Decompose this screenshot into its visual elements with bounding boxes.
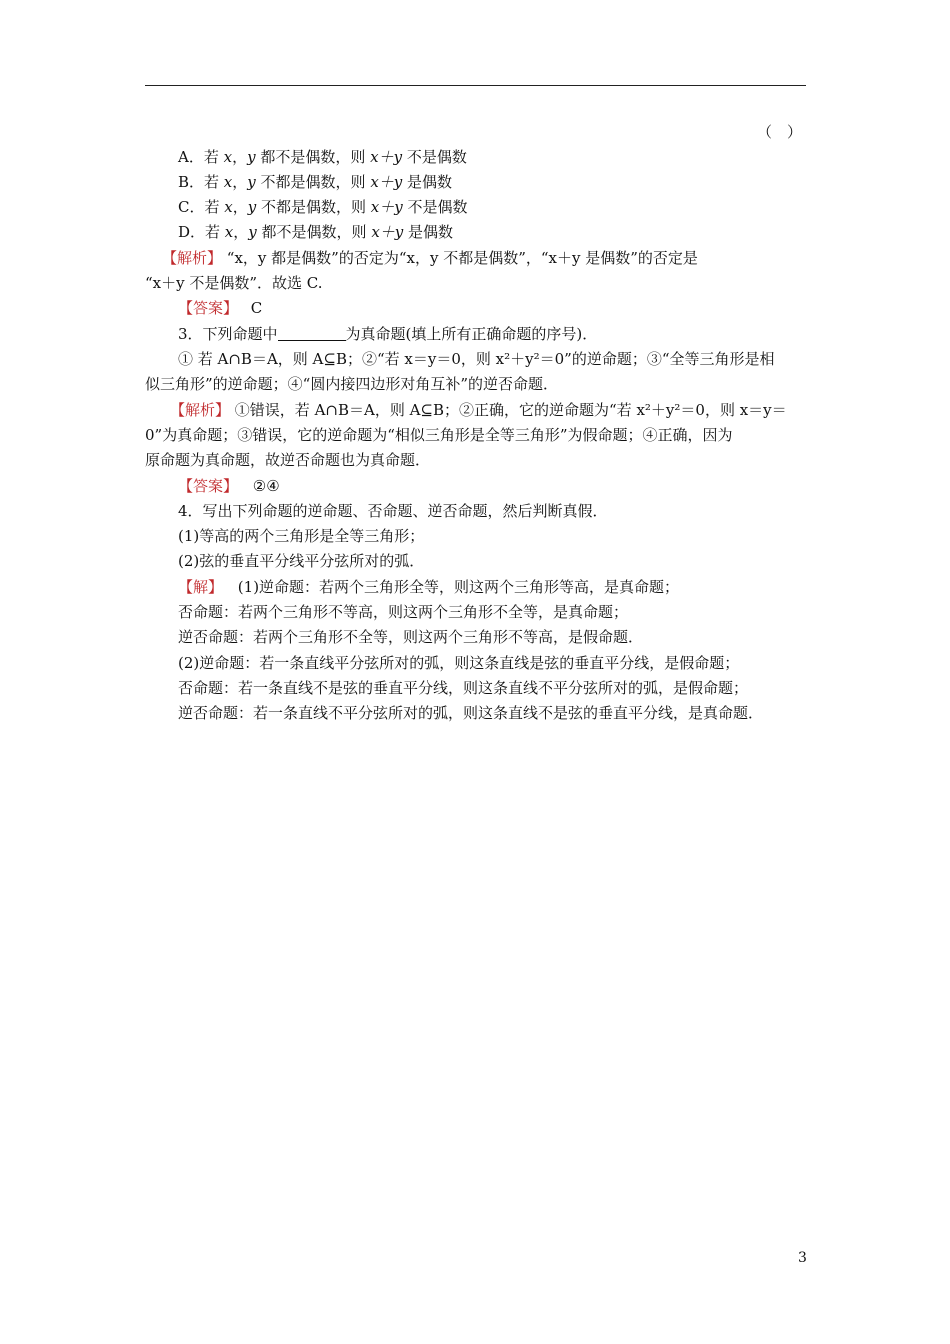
q4-solution-line1: 【解】 (1)逆命题：若两个三角形全等，则这两个三角形等高，是真命题； (178, 578, 680, 596)
q2-analysis-line2: “x＋y 不是偶数”．故选 C. (145, 274, 323, 292)
analysis-tag: 【解析】 (170, 401, 231, 419)
q3-analysis-line3: 原命题为真命题，故逆否命题也为真命题． (145, 451, 431, 469)
option-a: A．若 x，y 都不是偶数，则 x＋y 不是偶数 (178, 148, 467, 166)
q2-answer: 【答案】 C (178, 299, 263, 317)
q4-solution-line4: (2)逆命题：若一条直线平分弦所对的弧，则这条直线是弦的垂直平分线，是假命题； (178, 654, 740, 672)
fill-blank (278, 326, 346, 341)
q3-stem: 3．下列命题中 为真命题(填上所有正确命题的序号)． (178, 325, 598, 343)
page-number: 3 (798, 1250, 807, 1266)
answer-parentheses: （ ） (757, 123, 803, 141)
q4-solution-line6: 逆否命题：若一条直线不平分弦所对的弧，则这条直线不是弦的垂直平分线，是真命题． (178, 704, 764, 722)
answer-tag: 【答案】 (178, 299, 239, 317)
q3-answer: 【答案】 ②④ (178, 477, 280, 495)
q4-solution-line3: 逆否命题：若两个三角形不全等，则这两个三角形不等高，是假命题． (178, 628, 644, 646)
option-d: D．若 x，y 都不是偶数，则 x＋y 是偶数 (178, 223, 454, 241)
q3-analysis-line2: 0”为真命题；③错误，它的逆命题为“相似三角形是全等三角形”为假命题；④正确，因为 (145, 426, 733, 444)
q4-item2: (2)弦的垂直平分线平分弦所对的弧． (178, 552, 425, 570)
option-b: B．若 x，y 不都是偶数，则 x＋y 是偶数 (178, 173, 453, 191)
analysis-tag: 【解析】 (162, 249, 223, 267)
answer-tag: 【答案】 (178, 477, 239, 495)
q3-statements-line1: ① 若 A∩B＝A，则 A⊆B；②“若 x＝y＝0，则 x²＋y²＝0”的逆命题；③“全等三角形是相 (178, 350, 775, 368)
q2-analysis-line1: 【解析】 “x，y 都是偶数”的否定为“x，y 不都是偶数”，“x＋y 是偶数”的否定是 (162, 249, 698, 267)
q4-stem: 4．写出下列命题的逆命题、否命题、逆否命题，然后判断真假． (178, 502, 608, 520)
q4-item1: (1)等高的两个三角形是全等三角形； (178, 527, 425, 545)
header-rule (145, 85, 806, 86)
q4-solution-line2: 否命题：若两个三角形不等高，则这两个三角形不全等，是真命题； (178, 603, 629, 621)
q4-solution-line5: 否命题：若一条直线不是弦的垂直平分线，则这条直线不平分弦所对的弧，是假命题； (178, 679, 749, 697)
q3-statements-line2: 似三角形”的逆命题；④“圆内接四边形对角互补”的逆否命题． (145, 375, 559, 393)
option-c: C．若 x，y 不都是偶数，则 x＋y 不是偶数 (178, 198, 468, 216)
solution-tag: 【解】 (178, 578, 224, 596)
q3-analysis-line1: 【解析】 ①错误，若 A∩B＝A，则 A⊆B；②正确，它的逆命题为“若 x²＋y²＝0，则 x＝y＝ (170, 401, 787, 419)
